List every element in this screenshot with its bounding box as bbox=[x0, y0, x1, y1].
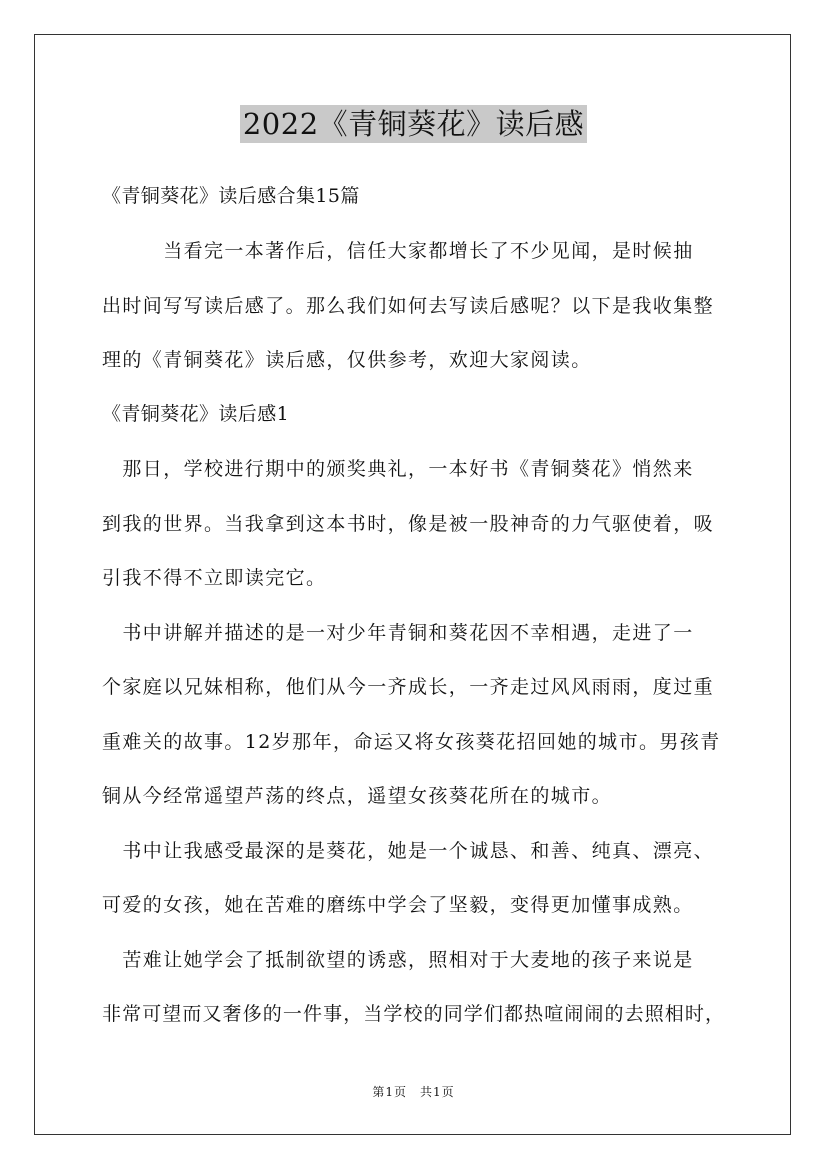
paragraph-line: 到我的世界。当我拿到这本书时，像是被一股神奇的力气驱使着，吸 bbox=[102, 513, 715, 535]
document-subtitle: 《青铜葵花》读后感合集15篇 bbox=[102, 185, 360, 207]
paragraph-line: 当看完一本著作后，信任大家都增长了不少见闻，是时候抽 bbox=[102, 240, 694, 262]
paragraph-line: 出时间写写读后感了。那么我们如何去写读后感呢？以下是我收集整 bbox=[102, 295, 715, 317]
paragraph-line: 书中讲解并描述的是一对少年青铜和葵花因不幸相遇，走进了一 bbox=[102, 622, 694, 644]
paragraph-line: 苦难让她学会了抵制欲望的诱惑，照相对于大麦地的孩子来说是 bbox=[102, 949, 694, 971]
paragraph-line: 个家庭以兄妹相称，他们从今一齐成长，一齐走过风风雨雨，度过重 bbox=[102, 676, 715, 698]
paragraph-line: 引我不得不立即读完它。 bbox=[102, 567, 327, 589]
paragraph-line: 重难关的故事。12岁那年，命运又将女孩葵花招回她的城市。男孩青 bbox=[102, 731, 721, 753]
paragraph-line: 那日，学校进行期中的颁奖典礼，一本好书《青铜葵花》悄然来 bbox=[102, 458, 694, 480]
paragraph-line: 书中让我感受最深的是葵花，她是一个诚恳、和善、纯真、漂亮、 bbox=[102, 840, 715, 862]
paragraph-line: 理的《青铜葵花》读后感，仅供参考，欢迎大家阅读。 bbox=[102, 349, 592, 371]
document-title-wrap bbox=[0, 102, 827, 143]
document-title: 2022《青铜葵花》读后感 bbox=[240, 105, 587, 143]
paragraph-line: 可爱的女孩，她在苦难的磨练中学会了坚毅，变得更加懂事成熟。 bbox=[102, 894, 694, 916]
paragraph-line: 非常可望而又奢侈的一件事，当学校的同学们都热喧闹闹的去照相时， bbox=[102, 1003, 726, 1025]
paragraph-line: 铜从今经常遥望芦荡的终点，遥望女孩葵花所在的城市。 bbox=[102, 785, 613, 807]
page-footer: 第1页 共1页 bbox=[372, 1085, 455, 1099]
section-heading: 《青铜葵花》读后感1 bbox=[102, 403, 290, 425]
